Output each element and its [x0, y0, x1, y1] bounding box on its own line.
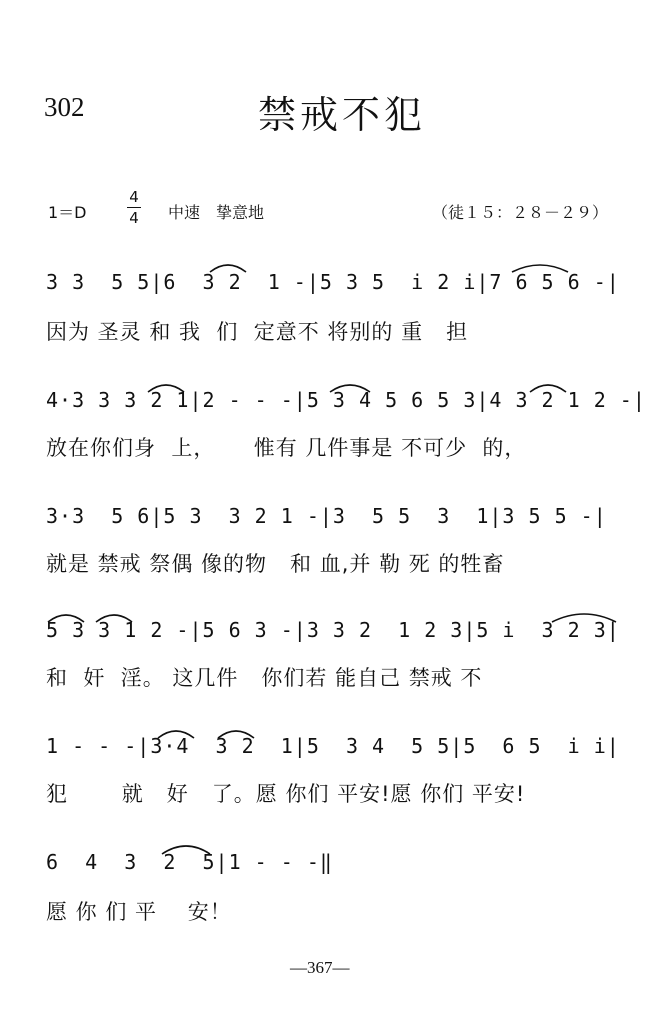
tempo-marking: 中速 挚意地 — [168, 203, 265, 222]
lyrics-line-4: 和 奸 淫。 这几件 你们若 能自己 禁戒 不 — [46, 666, 483, 690]
notation-line-5: 1 - - -|3·4 3 2 1|5 3 4 5 5|5 6 5 i i| — [46, 734, 620, 758]
time-signature — [124, 188, 144, 227]
lyrics-line-1: 因为 圣灵 和 我 们 定意不 将别的 重 担 — [46, 320, 469, 344]
hymn-number: 302 — [44, 92, 85, 122]
notation-line-1: 3 3 5 5|6 3 2 1 -|5 3 5 i 2 i|7 6 5 6 -| — [46, 270, 620, 294]
notation-line-6: 6 4 3 2 5|1 - - -‖ — [46, 850, 333, 874]
page-number: —367— — [290, 958, 350, 977]
notation-line-4: 5 3 3 1 2 -|5 6 3 -|3 3 2 1 2 3|5 i 3 2 3| — [46, 618, 620, 642]
key-signature: 1＝D — [48, 203, 87, 222]
notation-line-2: 4·3 3 3 2 1|2 - - -|5 3 4 5 6 5 3|4 3 2 1 2 -| — [46, 388, 646, 412]
hymn-title: 禁戒不犯 — [258, 93, 427, 137]
time-signature-bottom: 4 — [129, 209, 139, 227]
lyrics-line-6: 愿 你 们 平 安！ — [46, 900, 232, 924]
scripture-reference: （徒１５：２８－２９） — [432, 203, 609, 222]
notation-line-3: 3·3 5 6|5 3 3 2 1 -|3 5 5 3 1|3 5 5 -| — [46, 504, 607, 528]
lyrics-line-3: 就是 禁戒 祭偶 像的物 和 血,并 勒 死 的牲畜 — [46, 552, 505, 576]
lyrics-line-5: 犯 就 好 了。愿 你们 平安!愿 你们 平安! — [46, 782, 526, 806]
lyrics-line-2: 放在你们身 上， 惟有 几件事是 不可少 的， — [46, 436, 527, 460]
time-signature-top: 4 — [129, 188, 139, 206]
